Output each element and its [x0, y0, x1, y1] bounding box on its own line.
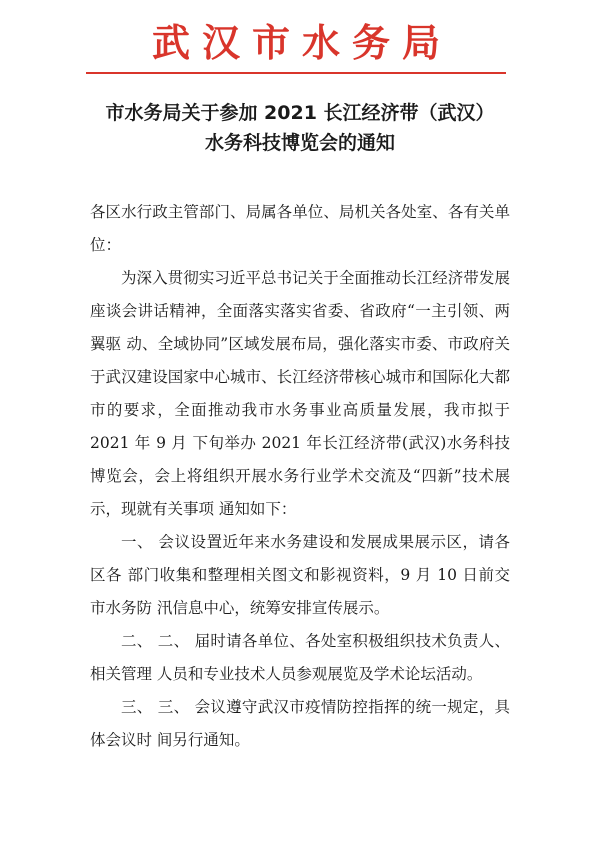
- letterhead-rule: [86, 72, 506, 74]
- document-title-line-2: 水务科技博览会的通知: [204, 132, 395, 154]
- addressee: 各区水行政主管部门、局属各单位、局机关各处室、各有关单位：: [90, 203, 510, 254]
- paragraph-intro: 为深入贯彻实习近平总书记关于全面推动长江经济带发展座谈会讲话精神，全面落实落实省委、省政府“一主引领、两翼驱 动、全域协同”区域发展布局，强化落实市委、市政府关于武汉建设国家中心城市、长江经济带核心城市和国际化大都市的要求，全面推动我市水务事业高质量发展，我市拟于 2021 年 9 月 下旬举办 2021 年长江经济带(武汉)水务科技博览会，会上将组织开展水务行业学术交流及“四新”技术展示，现就有关事项 通知如下：: [90, 269, 510, 518]
- paragraph-item-2: 二、 二、 届时请各单位、各处室积极组织技术负责人、相关管理 人员和专业技术人员参观展览及学术论坛活动。: [90, 632, 510, 683]
- paragraph-item-3: 三、 三、 会议遵守武汉市疫情防控指挥的统一规定，具体会议时 间另行通知。: [90, 698, 510, 749]
- document-title-line-1: 市水务局关于参加 2021 长江经济带（武汉）: [105, 102, 495, 124]
- letterhead-title: 武汉市水务局: [151, 20, 452, 65]
- letterhead: [86, 18, 506, 76]
- paragraph-item-1: 一、 会议设置近年来水务建设和发展成果展示区，请各区各 部门收集和整理相关图文和影视资料，9 月 10 日前交市水务防 汛信息中心，统筹安排宣传展示。: [90, 533, 510, 617]
- document-body: [90, 196, 510, 757]
